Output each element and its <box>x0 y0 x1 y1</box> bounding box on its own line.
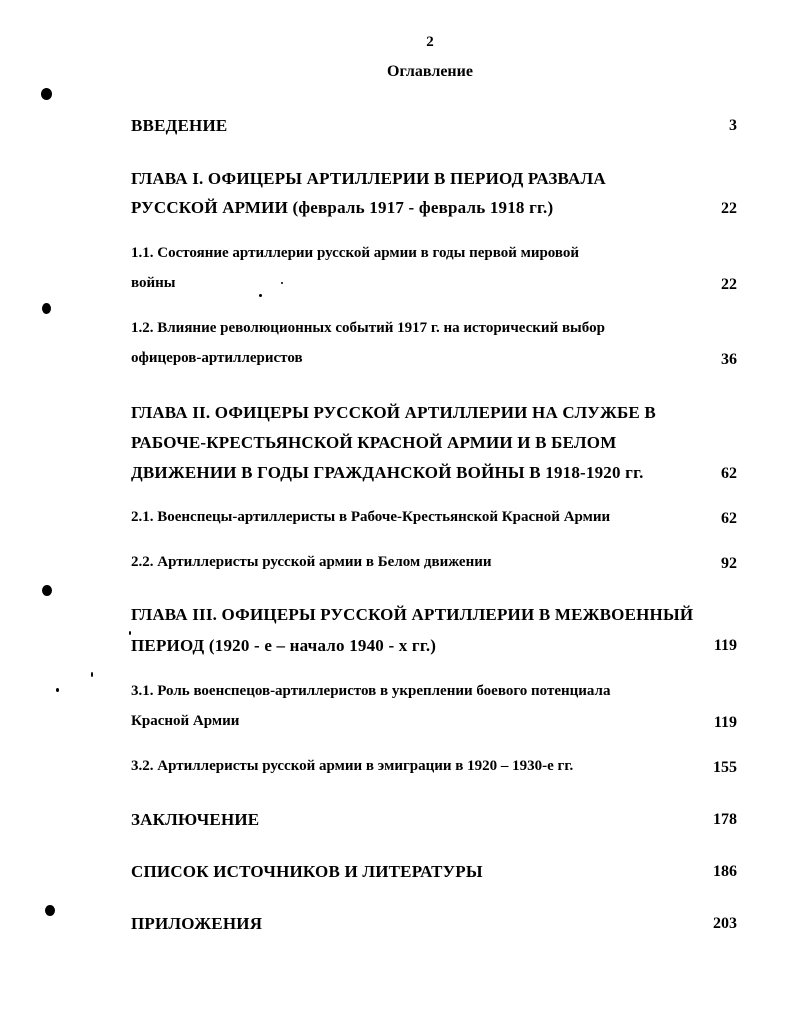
toc-entry-line: офицеров-артиллеристов <box>131 350 303 366</box>
scan-artifact-speck <box>259 294 262 297</box>
toc-page-number: 3 <box>729 117 737 134</box>
toc-page-number: 119 <box>713 714 737 731</box>
toc-entry-line: Красной Армии <box>131 713 240 729</box>
toc-entry-line: 3.1. Роль военспецов-артиллеристов в укреплении боевого потенциала <box>131 683 611 699</box>
scan-artifact-hole <box>42 585 52 596</box>
toc-page-number: 92 <box>721 555 737 572</box>
scan-artifact-speck <box>91 672 93 677</box>
page-number: 2 <box>426 34 434 50</box>
toc-entry-line: ДВИЖЕНИИ В ГОДЫ ГРАЖДАНСКОЙ ВОЙНЫ В 1918-1920 гг. <box>131 463 644 482</box>
toc-entry-line: РАБОЧЕ-КРЕСТЬЯНСКОЙ КРАСНОЙ АРМИИ И В БЕЛОМ <box>131 433 617 452</box>
toc-entry-line: 2.2. Артиллеристы русской армии в Белом движении <box>131 554 492 570</box>
toc-page-number: 155 <box>713 759 737 776</box>
toc-entry-line: ГЛАВА II. ОФИЦЕРЫ РУССКОЙ АРТИЛЛЕРИИ НА СЛУЖБЕ В <box>131 403 656 422</box>
toc-entry-line: ГЛАВА III. ОФИЦЕРЫ РУССКОЙ АРТИЛЛЕРИИ В МЕЖВОЕННЫЙ <box>131 605 694 624</box>
scan-artifact-speck <box>56 688 59 692</box>
toc-entry-line: ПРИЛОЖЕНИЯ <box>131 914 263 933</box>
toc-entry-line: 2.1. Военспецы-артиллеристы в Рабоче-Крестьянской Красной Армии <box>131 509 611 525</box>
toc-entry-line: ПЕРИОД (1920 - е – начало 1940 - х гг.) <box>131 636 437 655</box>
toc-entry-line: 3.2. Артиллеристы русской армии в эмиграции в 1920 – 1930-е гг. <box>131 758 574 774</box>
toc-entry-line: РУССКОЙ АРМИИ (февраль 1917 - февраль 1918 гг.) <box>131 198 554 217</box>
toc-entry-line: СПИСОК ИСТОЧНИКОВ И ЛИТЕРАТУРЫ <box>131 862 483 881</box>
toc-entry-line: войны <box>131 275 176 291</box>
toc-page-number: 178 <box>713 811 737 828</box>
toc-entry-line: 1.2. Влияние революционных событий 1917 г. на исторический выбор <box>131 320 605 336</box>
scan-artifact-hole <box>41 88 52 100</box>
scan-artifact-speck <box>129 631 131 635</box>
toc-entry-line: ГЛАВА I. ОФИЦЕРЫ АРТИЛЛЕРИИ В ПЕРИОД РАЗВАЛА <box>131 169 606 188</box>
toc-page-number: 186 <box>713 863 737 880</box>
toc-entry-line: ВВЕДЕНИЕ <box>131 116 228 135</box>
scan-artifact-hole <box>45 905 55 916</box>
scan-artifact-speck <box>281 282 283 284</box>
toc-page-number: 62 <box>721 465 737 482</box>
scan-artifact-hole <box>42 303 51 314</box>
page-title: Оглавление <box>387 63 473 80</box>
toc-page-number: 22 <box>721 200 737 217</box>
toc-page-number: 62 <box>721 510 737 527</box>
toc-page-number: 36 <box>721 351 737 368</box>
toc-entry-line: ЗАКЛЮЧЕНИЕ <box>131 810 260 829</box>
toc-page-number: 119 <box>713 637 737 654</box>
toc-page-number: 203 <box>713 915 737 932</box>
toc-page-number: 22 <box>721 276 737 293</box>
toc-entry-line: 1.1. Состояние артиллерии русской армии в годы первой мировой <box>131 245 580 261</box>
